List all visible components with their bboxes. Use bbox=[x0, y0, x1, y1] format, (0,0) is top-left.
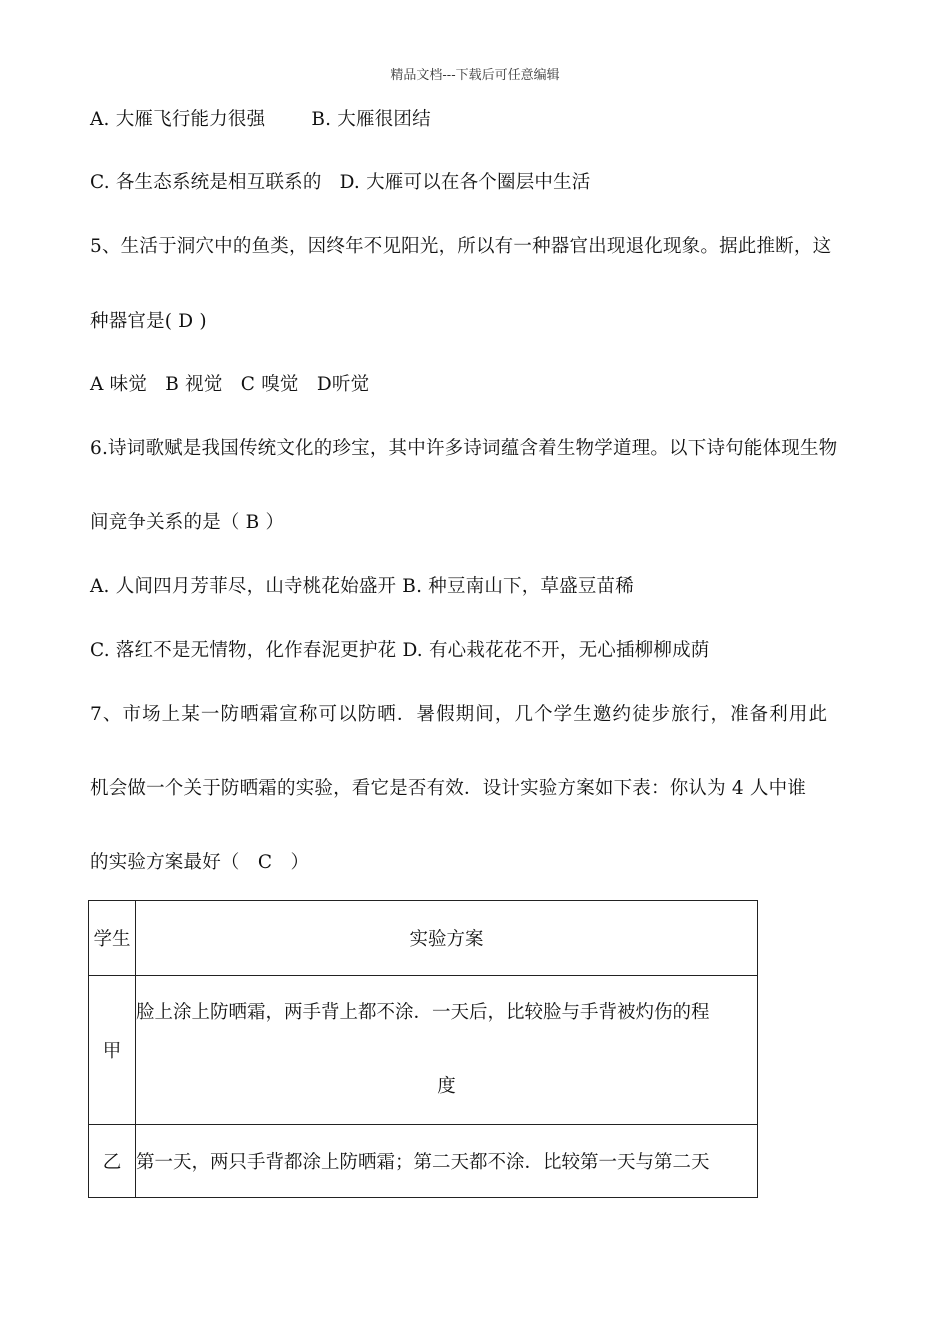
plan-cell bbox=[136, 976, 758, 1125]
q4-option-c: C. 各生态系统是相互联系的 bbox=[90, 172, 322, 193]
q7-stem-line3: 的实验方案最好（ C ） bbox=[90, 852, 310, 873]
q6-options-line1: A. 人间四月芳菲尽，山寺桃花始盛开 B. 种豆南山下，草盛豆苗稀 bbox=[90, 576, 634, 597]
table-row bbox=[89, 1125, 758, 1198]
q4-options-row1 bbox=[90, 108, 431, 132]
q6-stem-line2: 间竞争关系的是（ B ） bbox=[90, 512, 285, 533]
q6-options-line2: C. 落红不是无情物，化作春泥更护花 D. 有心栽花花不开，无心插柳柳成荫 bbox=[90, 640, 710, 661]
header-plan-cell: 实验方案 bbox=[136, 901, 758, 976]
plan-text-line1: 脸上涂上防晒霜，两手背上都不涂．一天后，比较脸与手背被灼伤的程 bbox=[136, 1002, 710, 1023]
q4-options-row2 bbox=[90, 171, 591, 195]
q5-stem-line2: 种器官是( D ) bbox=[90, 311, 207, 332]
experiment-plan-table bbox=[88, 900, 758, 1198]
q6-stem-line1: 6.诗词歌赋是我国传统文化的珍宝，其中许多诗词蕴含着生物学道理。以下诗句能体现生物 bbox=[90, 438, 838, 459]
plan-text-line2: 度 bbox=[437, 1076, 456, 1097]
header-student-cell: 学生 bbox=[89, 901, 136, 976]
q5-options: A 味觉 B 视觉 C 嗅觉 D听觉 bbox=[90, 374, 370, 395]
q7-stem-line2: 机会做一个关于防晒霜的实验，看它是否有效．设计实验方案如下表：你认为 4 人中谁 bbox=[90, 778, 807, 799]
q4-option-a: A. 大雁飞行能力很强 bbox=[90, 109, 266, 130]
student-cell: 乙 bbox=[89, 1125, 136, 1198]
plan-cell: 第一天，两只手背都涂上防晒霜；第二天都不涂．比较第一天与第二天 bbox=[136, 1125, 758, 1198]
q4-option-b: B. 大雁很团结 bbox=[311, 109, 431, 130]
page-header: 精品文档---下载后可任意编辑 bbox=[390, 68, 560, 83]
q7-stem-line1: 7、市场上某一防晒霜宣称可以防晒．暑假期间，几个学生邀约徒步旅行，准备利用此 bbox=[90, 704, 829, 725]
q4-option-d: D. 大雁可以在各个圈层中生活 bbox=[339, 172, 591, 193]
table-header-row bbox=[89, 901, 758, 976]
student-cell: 甲 bbox=[89, 976, 136, 1125]
q5-stem-line1: 5、生活于洞穴中的鱼类，因终年不见阳光，所以有一种器官出现退化现象。据此推断，这 bbox=[90, 236, 832, 257]
table-row bbox=[89, 976, 758, 1125]
